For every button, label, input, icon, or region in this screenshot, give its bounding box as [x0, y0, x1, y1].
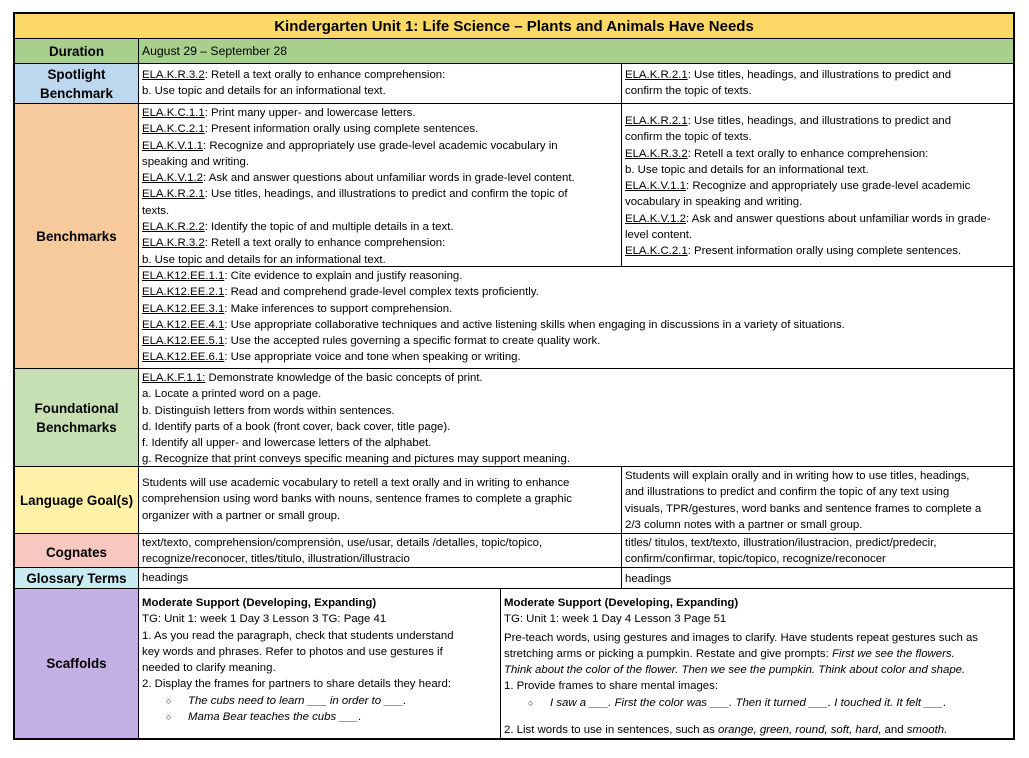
- benchmark-code[interactable]: ELA.K.R.2.1: [625, 115, 688, 127]
- benchmark-code[interactable]: ELA.K.C.2.1: [625, 245, 688, 258]
- benchmarks-row: [15, 104, 1013, 369]
- language-right: [622, 467, 1013, 533]
- spotlight-right: ELA.K.R.2.1: Use titles, headings, and illustrations to predict and confirm the topic of texts.: [625, 69, 952, 98]
- benchmark-line: ELA.K12.EE.2.1: Read and comprehend grade-level complex texts proficiently.: [142, 286, 539, 299]
- benchmark-code[interactable]: ELA.K.V.1.2: [625, 212, 687, 225]
- language-line: and illustrations to predict and confirm the topic of any text using: [625, 486, 950, 499]
- page-title: Kindergarten Unit 1: Life Science – Plants and Animals Have Needs: [274, 17, 754, 35]
- benchmark-line: ELA.K.V.1.1: Recognize and appropriately use grade-level academic vocabulary in: [142, 139, 558, 152]
- language-label: Language Goal(s): [15, 467, 139, 533]
- scaffolds-row: [15, 589, 1013, 738]
- benchmark-line: ELA.K.C.2.1: Present information orally using complete sentences.: [625, 245, 962, 258]
- benchmark-continuation: texts.: [142, 204, 170, 217]
- foundational-content: ELA.K.F.1.1: Demonstrate knowledge of the basic concepts of print. a. Locate a printed word on a page. b. Distinguish letters from words within sentences. d. Identify parts of a book (front cover, back cover, title page). f. Identify all upper- and lowercase letters of the alphabet. g. Recognize that print conveys specific meaning and pictures may support meaning.: [139, 369, 1013, 466]
- benchmark-line: ELA.K.V.1.1: Recognize and appropriately use grade-level academic: [625, 180, 971, 193]
- scaffold-line: 2. Display the frames for partners to share details they heard:: [142, 678, 451, 691]
- benchmark-line: ELA.K.C.1.1: Print many upper- and lowercase letters.: [142, 107, 416, 119]
- benchmark-code[interactable]: ELA.K.R.2.1: [142, 188, 205, 201]
- foundational-label: Foundational Benchmarks: [15, 369, 139, 466]
- spotlight-left: ELA.K.R.3.2: Retell a text orally to enhance comprehension: b. Use topic and details for an informational text.: [139, 64, 622, 103]
- glossary-right: headings: [625, 573, 672, 585]
- benchmark-code[interactable]: ELA.K12.EE.2.1: [142, 286, 225, 299]
- benchmark-continuation: confirm the topic of texts.: [625, 131, 752, 144]
- benchmark-line: ELA.K.R.3.2: Retell a text orally to enhance comprehension:: [625, 147, 929, 160]
- benchmark-line: ELA.K12.EE.6.1: Use appropriate voice and tone when speaking or writing.: [142, 351, 521, 364]
- benchmark-code[interactable]: ELA.K.C.1.1: [142, 107, 205, 119]
- language-line: Students will use academic vocabulary to retell a text orally and in writing to enhance: [142, 477, 570, 489]
- benchmark-code[interactable]: ELA.K12.EE.4.1: [142, 318, 225, 331]
- benchmark-code[interactable]: ELA.K.R.3.2: [625, 147, 688, 160]
- benchmark-code[interactable]: ELA.K.R.2.2: [142, 221, 205, 234]
- cognate-line: confirm/confirmar, topic/topico, recognize/reconocer: [625, 553, 886, 566]
- benchmark-code[interactable]: ELA.K12.EE.1.1: [142, 270, 225, 282]
- foundational-item: d. Identify parts of a book (front cover, back cover, title page).: [142, 420, 451, 433]
- cognates-label: Cognates: [15, 534, 139, 567]
- benchmark-line: ELA.K.R.2.1: Use titles, headings, and illustrations to predict and: [625, 115, 952, 127]
- frame-bullet: ○ Mama Bear teaches the cubs ___.: [142, 709, 497, 725]
- benchmark-continuation: b. Use topic and details for an informational text.: [625, 163, 869, 176]
- benchmark-continuation: speaking and writing.: [142, 155, 250, 168]
- language-line: Students will explain orally and in writing how to use titles, headings,: [625, 470, 970, 482]
- scaffold-line: key words and phrases. Refer to photos and use gestures if: [142, 645, 443, 658]
- support-heading: Moderate Support (Developing, Expanding): [504, 597, 739, 609]
- glossary-row: [15, 568, 1013, 589]
- benchmark-line: ELA.K.R.2.1: Use titles, headings, and illustrations to predict and confirm the topic of: [142, 188, 568, 201]
- benchmark-code[interactable]: ELA.K.R.2.1: [625, 69, 688, 81]
- duration-label: Duration: [15, 39, 139, 63]
- benchmark-line: ELA.K.R.3.2: Retell a text orally to enhance comprehension:: [142, 237, 446, 250]
- glossary-label: Glossary Terms: [15, 568, 139, 588]
- benchmark-code[interactable]: ELA.K.R.3.2: [142, 69, 205, 81]
- spotlight-label: Spotlight Benchmark: [15, 64, 139, 103]
- benchmark-code[interactable]: ELA.K.V.1.1: [142, 139, 204, 152]
- benchmark-code[interactable]: ELA.K12.EE.6.1: [142, 351, 225, 364]
- benchmarks-ee: [139, 267, 1013, 368]
- benchmark-code[interactable]: ELA.K.F.1.1:: [142, 372, 206, 384]
- benchmark-code[interactable]: ELA.K.V.1.1: [625, 180, 687, 193]
- unit-plan-table: [13, 12, 1015, 740]
- duration-value: August 29 – September 28: [142, 43, 287, 58]
- scaffolds-left: Moderate Support (Developing, Expanding) TG: Unit 1: week 1 Day 3 Lesson 3 TG: Page 41 1. As you read the paragraph, check that students understand key words and phrases. Refer to photos and use gestures if needed to clarify meaning. 2. Display the frames for partners to share details they heard: ○ The cubs need to learn ___ in order to ___. ○ Mama Bear teaches the cubs ___.: [139, 589, 501, 738]
- foundational-item: b. Distinguish letters from words within sentences.: [142, 404, 395, 417]
- benchmark-line: ELA.K12.EE.1.1: Cite evidence to explain and justify reasoning.: [142, 270, 463, 282]
- benchmark-code[interactable]: ELA.K12.EE.5.1: [142, 335, 225, 348]
- language-row: [15, 467, 1013, 534]
- cognates-right: [622, 534, 1013, 567]
- scaffold-line: needed to clarify meaning.: [142, 662, 276, 675]
- foundational-item: f. Identify all upper- and lowercase letters of the alphabet.: [142, 437, 432, 450]
- benchmarks-label: Benchmarks: [15, 104, 139, 368]
- benchmark-line: ELA.K.C.2.1: Present information orally using complete sentences.: [142, 123, 479, 136]
- language-line: comprehension using word banks with nouns, sentence frames to complete a graphic: [142, 493, 572, 506]
- language-line: 2/3 column notes with a partner or small group.: [625, 518, 863, 531]
- cognates-row: [15, 534, 1013, 568]
- scaffold-line: 1. As you read the paragraph, check that students understand: [142, 629, 454, 642]
- benchmark-continuation: b. Use topic and details for an informational text.: [142, 253, 386, 266]
- foundational-row: [15, 369, 1013, 467]
- foundational-item: a. Locate a printed word on a page.: [142, 388, 322, 401]
- spotlight-row: [15, 64, 1013, 104]
- language-line: organizer with a partner or small group.: [142, 509, 341, 522]
- scaffolds-right: Moderate Support (Developing, Expanding) TG: Unit 1: week 1 Day 4 Lesson 3 Page 51 Pre-teach words, using gestures and images to clarify. Have students repeat gestures such as stretching arms or picking a pumpkin. Restate and give prompts: First we see the flowers. Think about the color of the flower. Then we see the pumpkin. Think about color and shape. 1. Provide frames to share mental images: ○ I saw a ___. First the color was ___. Then it turned ___. I touched it. It felt ___. 2. List words to use in sentences, such as orange, green, round, soft, hard, and smooth.: [501, 589, 1013, 738]
- frame-bullet: ○ I saw a ___. First the color was ___. Then it turned ___. I touched it. It felt ___.: [504, 695, 1010, 711]
- benchmarks-right: [622, 104, 1013, 267]
- benchmark-line: ELA.K.R.2.2: Identify the topic of and multiple details in a text.: [142, 221, 454, 234]
- benchmark-code[interactable]: ELA.K12.EE.3.1: [142, 302, 225, 315]
- frame-bullet: ○ The cubs need to learn ___ in order to ___.: [142, 693, 497, 709]
- benchmark-code[interactable]: ELA.K.R.3.2: [142, 237, 205, 250]
- foundational-item: g. Recognize that print conveys specific meaning and pictures may support meaning.: [142, 453, 571, 466]
- language-left: [139, 467, 622, 533]
- cognate-line: titles/ titulos, text/texto, illustration/ilustracion, predict/predecir,: [625, 537, 937, 549]
- benchmark-line: ELA.K12.EE.3.1: Make inferences to support comprehension.: [142, 302, 453, 315]
- benchmark-continuation: vocabulary in speaking and writing.: [625, 196, 803, 209]
- support-heading: Moderate Support (Developing, Expanding): [142, 597, 377, 609]
- scaffolds-label: Scaffolds: [15, 589, 139, 738]
- title-row: [15, 14, 1013, 39]
- language-line: visuals, TPR/gestures, word banks and sentence frames to complete a: [625, 502, 982, 515]
- duration-row: [15, 39, 1013, 64]
- benchmark-code[interactable]: ELA.K.C.2.1: [142, 123, 205, 136]
- cognate-line: recognize/reconocer, titles/titulo, illustration/illustracio: [142, 553, 410, 566]
- benchmark-line: ELA.K12.EE.5.1: Use the accepted rules governing a specific format to create quality work.: [142, 335, 601, 348]
- benchmark-line: ELA.K.V.1.2: Ask and answer questions about unfamiliar words in grade-: [625, 212, 991, 225]
- benchmarks-left: [139, 104, 622, 267]
- glossary-left: headings: [139, 568, 622, 588]
- cognates-left: [139, 534, 622, 567]
- benchmark-continuation: level content.: [625, 229, 693, 242]
- benchmark-line: ELA.K12.EE.4.1: Use appropriate collaborative techniques and active listening skills when engaging in discussions in a variety of situations.: [142, 318, 845, 331]
- benchmark-code[interactable]: ELA.K.V.1.2: [142, 172, 204, 185]
- cognate-line: text/texto, comprehension/comprensión, use/usar, details /detalles, topic/topico,: [142, 537, 543, 549]
- benchmark-line: ELA.K.V.1.2: Ask and answer questions about unfamiliar words in grade-level content.: [142, 172, 575, 185]
